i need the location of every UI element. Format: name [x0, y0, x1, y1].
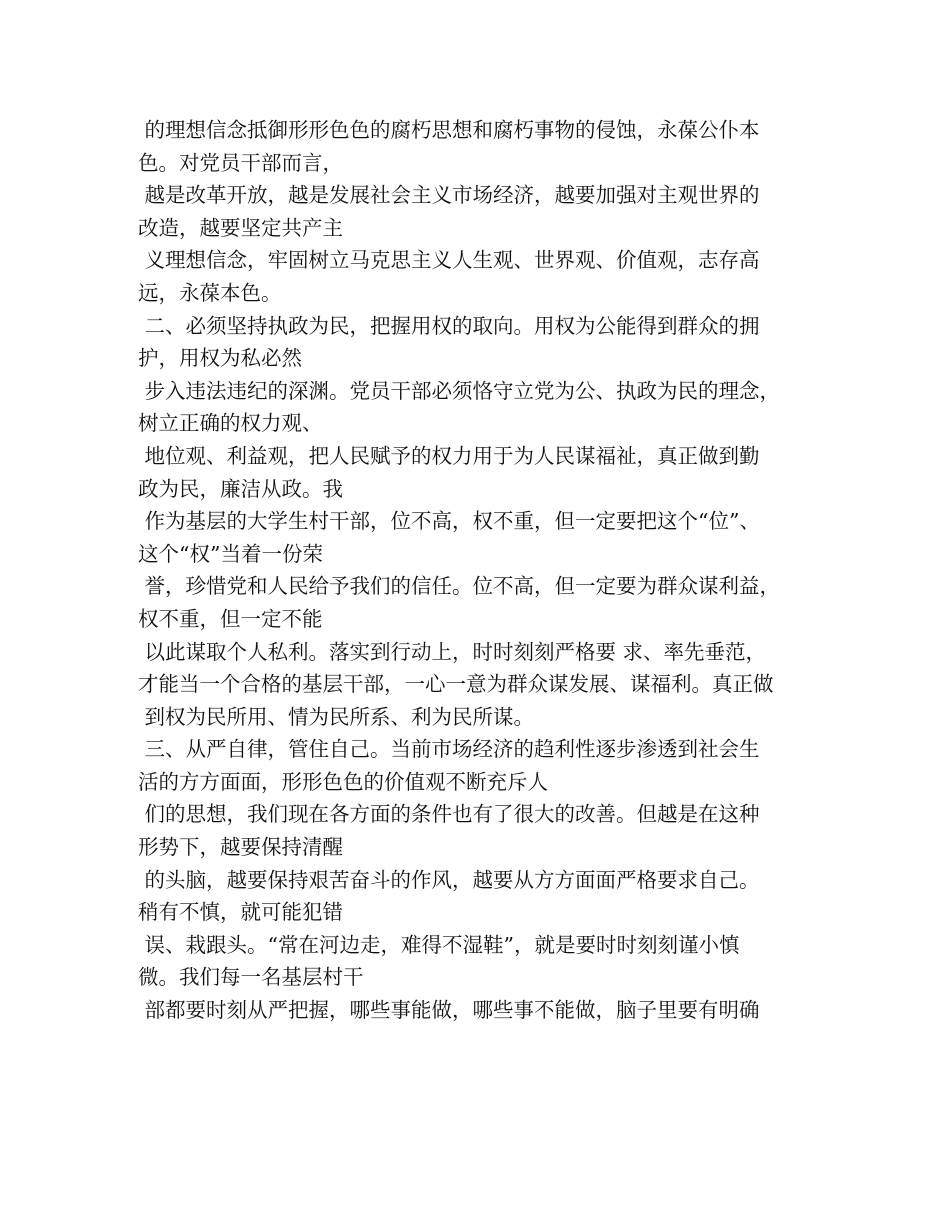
text-line: 到权为民所用、情为民所系、利为民所谋。 — [138, 704, 535, 729]
text-line: 越是改革开放，越是发展社会主义市场经济，越要加强对主观世界的 — [138, 183, 760, 208]
text-line: 权不重，但一定不能 — [138, 606, 323, 631]
text-line: 誉，珍惜党和人民给予我们的信任。位不高，但一定要为群众谋利益， — [138, 574, 781, 599]
text-line: 义理想信念，牢固树立马克思主义人生观、世界观、价值观，志存高 — [138, 248, 760, 273]
text-line: 形势下，越要保持清醒 — [138, 835, 343, 860]
text-line: 步入违法违纪的深渊。党员干部必须恪守立党为公、执政为民的理念， — [138, 378, 781, 403]
text-line: 才能当一个合格的基层干部，一心一意为群众谋发展、谋福利。真正做 — [138, 672, 774, 697]
text-line: 二、必须坚持执政为民，把握用权的取向。用权为公能得到群众的拥 — [138, 313, 760, 338]
text-line: 作为基层的大学生村干部，位不高，权不重，但一定要把这个“位”、 — [138, 509, 760, 534]
text-line: 地位观、利益观，把人民赋予的权力用于为人民谋福祉，真正做到勤 — [138, 443, 760, 468]
text-line: 远，永葆本色。 — [138, 280, 282, 305]
text-line: 树立正确的权力观、 — [138, 411, 323, 436]
text-line: 们的思想，我们现在各方面的条件也有了很大的改善。但越是在这种 — [138, 802, 760, 827]
text-line: 改造，越要坚定共产主 — [138, 215, 343, 240]
text-line: 稍有不慎，就可能犯错 — [138, 900, 343, 925]
text-line: 以此谋取个人私利。落实到行动上，时时刻刻严格要 求、率先垂范， — [138, 639, 767, 664]
text-line: 这个“权”当着一份荣 — [138, 541, 323, 566]
text-line: 的理想信念抵御形形色色的腐朽思想和腐朽事物的侵蚀，永葆公仆本 — [138, 118, 760, 142]
text-line: 部都要时刻从严把握，哪些事能做，哪些事不能做，脑子里要有明确 — [138, 998, 760, 1023]
text-line: 护，用权为私必然 — [138, 346, 302, 371]
text-line: 三、从严自律，管住自己。当前市场经济的趋利性逐步渗透到社会生 — [138, 737, 760, 762]
text-line: 误、栽跟头。“常在河边走，难得不湿鞋”，就是要时时刻刻谨小慎 — [138, 932, 740, 957]
text-line: 活的方方面面，形形色色的价值观不断充斥人 — [138, 769, 548, 794]
text-line: 微。我们每一名基层村干 — [138, 965, 364, 990]
text-line: 的头脑，越要保持艰苦奋斗的作风，越要从方方面面严格要求自己。 — [138, 867, 760, 892]
text-line: 色。对党员干部而言， — [138, 150, 343, 175]
body-text — [138, 114, 828, 1027]
text-line: 政为民，廉洁从政。我 — [138, 476, 343, 501]
